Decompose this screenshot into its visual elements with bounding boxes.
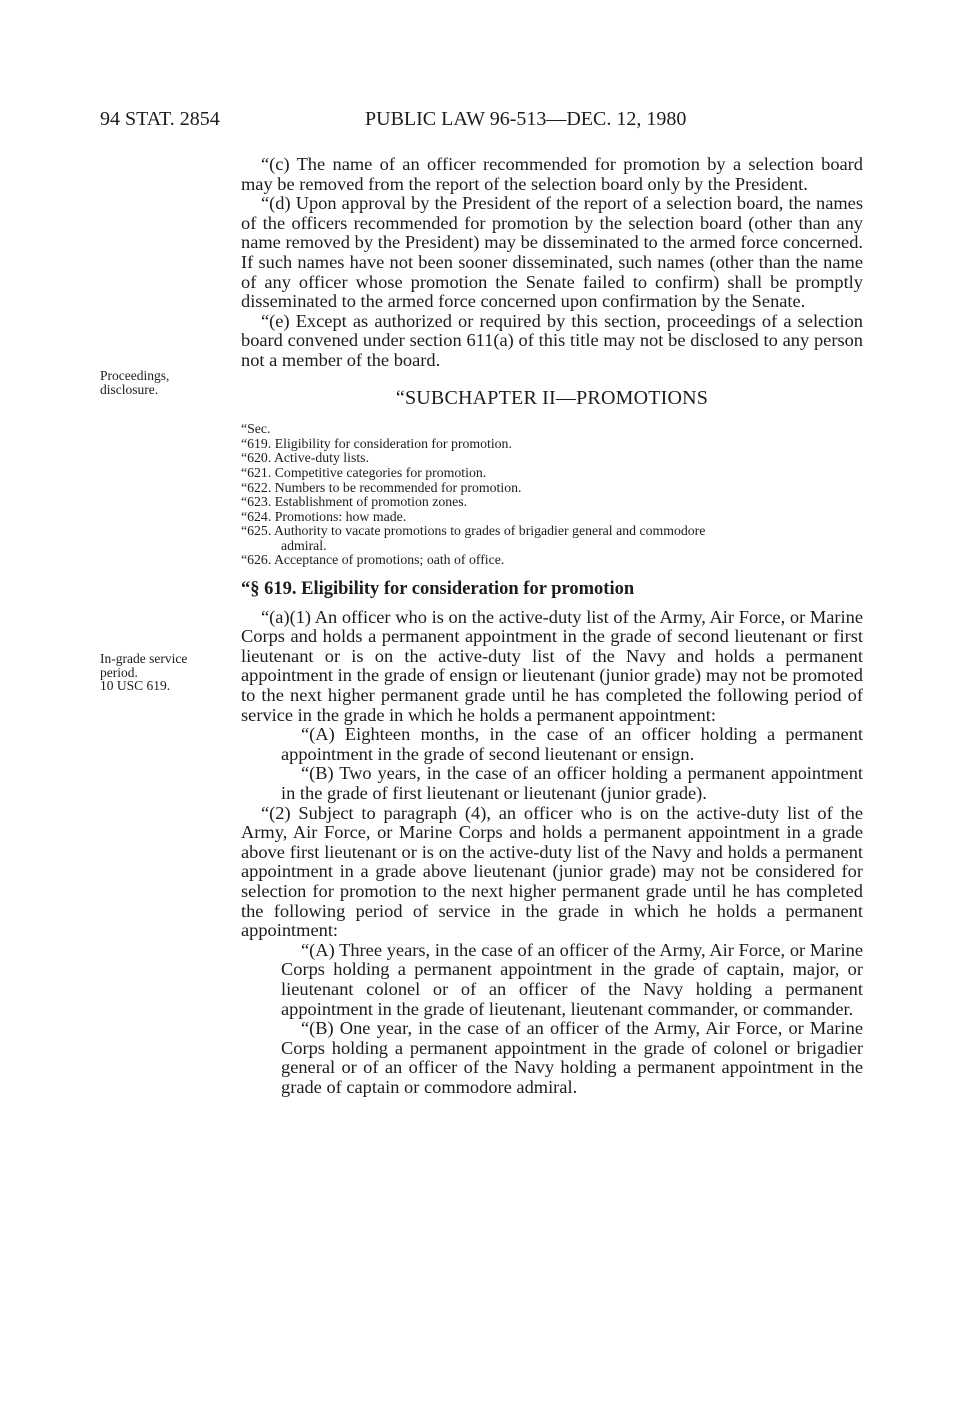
toc-row: “622. Numbers to be recommended for promotion. bbox=[241, 479, 522, 495]
margin-note-proceedings bbox=[100, 369, 169, 396]
toc-row: “619. Eligibility for consideration for promotion. bbox=[241, 435, 512, 451]
margin-note-ingrade bbox=[100, 652, 187, 693]
toc-row: “625. Authority to vacate promotions to grades of brigadier general and commodore bbox=[241, 523, 706, 539]
toc-row: “624. Promotions: how made. bbox=[241, 508, 407, 524]
paragraph-a1: “(a)(1) An officer who is on the active-duty list of the Army, Air Force, or Marine Corps and holds a permanent appointment in the grade of second lieutenant or first lieutenant or is on the active-duty list of the Navy and holds a permanent appointment in the grade of ensign or lieutenant (junior grade) may not be promoted to the next higher permanent grade until he has completed the following period of service in the grade in which he holds a permanent appointment: bbox=[241, 606, 863, 725]
toc-row: “Sec. bbox=[241, 421, 271, 437]
toc-row: “623. Establishment of promotion zones. bbox=[241, 494, 468, 510]
public-law-title: PUBLIC LAW 96-513—DEC. 12, 1980 bbox=[365, 108, 687, 130]
toc-row-continuation: admiral. bbox=[281, 537, 327, 553]
paragraph-d: “(d) Upon approval by the President of the report of a selection board, the names of the officers recommended for promotion by the selection board (other than any name removed by the President) may be disseminated to the armed force concerned. If such names have not been sooner disseminated, such names (other than the name of any officer whose promotion the Senate failed to confirm) shall be promptly disseminated to the armed force concerned upon confirmation by the Senate. bbox=[241, 193, 863, 312]
margin-note-line: period. bbox=[100, 664, 138, 680]
paragraph-a2: “(2) Subject to paragraph (4), an officer who is on the active-duty list of the Army, Air Force, or Marine Corps and holds a permanent appointment in a grade above first lieutenant or is on the active-duty list of the Navy and holds a permanent appointment in a grade above lieutenant (junior grade) may not be considered for selection for promotion to the next higher permanent grade until he has completed the following period of service in the grade in which he holds a permanent appointment: bbox=[241, 802, 863, 941]
table-of-sections bbox=[241, 422, 863, 568]
toc-row: “626. Acceptance of promotions; oath of office. bbox=[241, 552, 505, 568]
paragraph-e: “(e) Except as authorized or required by this section, proceedings of a selection board convened under section 611(a) of this title may not be disclosed to any person not a member of the board. bbox=[241, 310, 863, 370]
paragraph-a2-B: “(B) One year, in the case of an officer of the Army, Air Force, or Marine Corps holding a permanent appointment in the grade of colonel or brigadier general or of an officer of the Navy holding a permanent appointment in the grade of captain or commodore admiral. bbox=[281, 1018, 863, 1097]
subchapter-heading: “SUBCHAPTER II—PROMOTIONS bbox=[395, 386, 709, 409]
paragraph-a2-A: “(A) Three years, in the case of an officer of the Army, Air Force, or Marine Corps holding a permanent appointment in the grade of captain, major, or lieutenant colonel or of an officer of the Navy holding a permanent appointment in the grade of lieutenant, lieutenant commander, or commander. bbox=[281, 939, 863, 1019]
toc-row: “621. Competitive categories for promotion. bbox=[241, 464, 487, 480]
margin-note-line: 10 USC 619. bbox=[100, 678, 171, 693]
toc-row: “620. Active-duty lists. bbox=[241, 450, 369, 466]
paragraph-a1-B: “(B) Two years, in the case of an officer holding a permanent appointment in the grade of first lieutenant or lieutenant (junior grade). bbox=[281, 763, 863, 803]
statute-page-number: 94 STAT. 2854 bbox=[100, 108, 220, 130]
margin-note-line: Proceedings, bbox=[100, 368, 170, 383]
paragraph-a1-A: “(A) Eighteen months, in the case of an officer holding a permanent appointment in the grade of second lieutenant or ensign. bbox=[281, 724, 863, 764]
margin-note-line: In-grade service bbox=[100, 651, 188, 666]
body-text bbox=[241, 155, 863, 1098]
page-header bbox=[100, 108, 860, 138]
paragraph-c: “(c) The name of an officer recommended for promotion by a selection board may be removed from the report of the selection board only by the President. bbox=[241, 154, 863, 194]
section-title: “§ 619. Eligibility for consideration for promotion bbox=[241, 579, 635, 600]
margin-note-line: disclosure. bbox=[100, 381, 159, 397]
